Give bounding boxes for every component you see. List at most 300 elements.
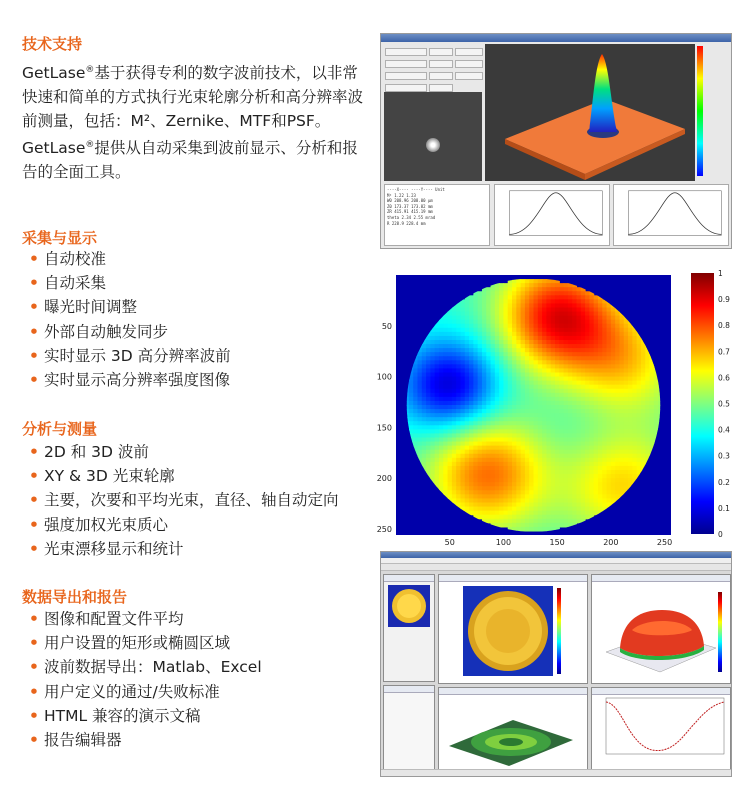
- heatmap-cell: [602, 316, 607, 321]
- heatmap-cell: [568, 442, 573, 447]
- heatmap-cell: [559, 328, 564, 333]
- heatmap-cell: [611, 324, 616, 329]
- heatmap-cell: [546, 397, 551, 402]
- heatmap-cell: [499, 429, 504, 434]
- heatmap-cell: [495, 393, 500, 398]
- heatmap-cell: [409, 405, 414, 410]
- heatmap-cell: [525, 368, 530, 373]
- heatmap-cell: [628, 332, 633, 337]
- heatmap-cell: [628, 397, 633, 402]
- profile-plot-y: [613, 184, 729, 246]
- heatmap-cell: [482, 344, 487, 349]
- heatmap-cell: [568, 454, 573, 459]
- heatmap-cell: [546, 393, 551, 398]
- list-item: • 曝光时间调整: [22, 295, 231, 319]
- heatmap-cell: [478, 425, 483, 430]
- heatmap-cell: [564, 364, 569, 369]
- heatmap-cell: [499, 466, 504, 471]
- heatmap-cell: [542, 425, 547, 430]
- list-item: • 主要，次要和平均光束，直径、轴自动定向: [22, 488, 339, 512]
- heatmap-cell: [538, 360, 543, 365]
- heatmap-cell: [486, 429, 491, 434]
- heatmap-cell: [559, 458, 564, 463]
- heatmap-cell: [525, 446, 530, 451]
- heatmap-cell: [529, 421, 534, 426]
- heatmap-cell: [559, 433, 564, 438]
- heatmap-cell: [551, 328, 556, 333]
- heatmap-cell: [413, 401, 418, 406]
- heatmap-cell: [516, 454, 521, 459]
- heatmap-cell: [538, 316, 543, 321]
- heatmap-cell: [430, 462, 435, 467]
- bullet-icon: •: [29, 467, 39, 486]
- heatmap-cell: [516, 413, 521, 418]
- heatmap-cell: [594, 393, 599, 398]
- heatmap-cell: [452, 498, 457, 503]
- heatmap-cell: [546, 401, 551, 406]
- heatmap-cell: [486, 519, 491, 524]
- heatmap-cell: [564, 450, 569, 455]
- heatmap-cell: [568, 299, 573, 304]
- heatmap-cell: [534, 364, 539, 369]
- heatmap-cell: [452, 446, 457, 451]
- heatmap-cell: [460, 486, 465, 491]
- heatmap-cell: [594, 368, 599, 373]
- heatmap-cell: [516, 462, 521, 467]
- heatmap-cell: [538, 511, 543, 516]
- heatmap-cell: [619, 474, 624, 479]
- heatmap-cell: [430, 381, 435, 386]
- heatmap-cell: [628, 474, 633, 479]
- heatmap-cell: [469, 332, 474, 337]
- heatmap-cell: [448, 486, 453, 491]
- bullet-icon: •: [29, 658, 39, 677]
- heatmap-cell: [495, 429, 500, 434]
- heatmap-cell: [546, 421, 551, 426]
- heatmap-cell: [508, 433, 513, 438]
- heatmap-cell: [641, 409, 646, 414]
- heatmap-cell: [486, 344, 491, 349]
- heatmap-cell: [602, 454, 607, 459]
- heatmap-cell: [607, 401, 612, 406]
- heatmap-cell: [572, 413, 577, 418]
- heatmap-cell: [486, 409, 491, 414]
- heatmap-cell: [516, 519, 521, 524]
- registered-mark-2: ®: [85, 140, 95, 150]
- heatmap-cell: [598, 466, 603, 471]
- heatmap-cell: [564, 425, 569, 430]
- heatmap-cell: [594, 401, 599, 406]
- heatmap-cell: [460, 332, 465, 337]
- heatmap-cell: [564, 381, 569, 386]
- heatmap-cell: [521, 291, 526, 296]
- heatmap-cell: [516, 446, 521, 451]
- heatmap-cell: [478, 356, 483, 361]
- heatmap-cell: [611, 360, 616, 365]
- heatmap-cell: [624, 340, 629, 345]
- heatmap-cell: [546, 385, 551, 390]
- heatmap-cell: [478, 494, 483, 499]
- heatmap-cell: [568, 429, 573, 434]
- heatmap-cell: [478, 503, 483, 508]
- heatmap-cell: [568, 381, 573, 386]
- heatmap-cell: [534, 287, 539, 292]
- heatmap-cell: [508, 425, 513, 430]
- heatmap-cell: [521, 364, 526, 369]
- heatmap-cell: [576, 458, 581, 463]
- heatmap-cell: [469, 360, 474, 365]
- heatmap-cell: [499, 299, 504, 304]
- heatmap-cell: [598, 385, 603, 390]
- heatmap-cell: [632, 373, 637, 378]
- heatmap-cell: [465, 490, 470, 495]
- heatmap-cell: [598, 352, 603, 357]
- heatmap-cell: [576, 478, 581, 483]
- heatmap-cell: [491, 401, 496, 406]
- bullet-icon: •: [29, 322, 39, 341]
- heatmap-cell: [491, 312, 496, 317]
- heatmap-cell: [589, 340, 594, 345]
- heatmap-cell: [559, 348, 564, 353]
- heatmap-cell: [628, 401, 633, 406]
- heatmap-cell: [495, 320, 500, 325]
- heatmap-cell: [576, 381, 581, 386]
- heatmap-cell: [534, 299, 539, 304]
- heatmap-cell: [529, 442, 534, 447]
- heatmap-cell: [529, 450, 534, 455]
- heatmap-cell: [619, 429, 624, 434]
- heatmap-cell: [572, 381, 577, 386]
- camera-image: [384, 92, 482, 181]
- heatmap-cell: [465, 303, 470, 308]
- heatmap-cell: [564, 393, 569, 398]
- heatmap-cell: [465, 421, 470, 426]
- heatmap-cell: [555, 482, 560, 487]
- heatmap-cell: [602, 433, 607, 438]
- heatmap-cell: [516, 401, 521, 406]
- heatmap-cell: [443, 454, 448, 459]
- heatmap-cell: [482, 364, 487, 369]
- heatmap-cell: [521, 515, 526, 520]
- heatmap-cell: [491, 320, 496, 325]
- heatmap-cell: [555, 295, 560, 300]
- heatmap-cell: [465, 316, 470, 321]
- heatmap-cell: [572, 368, 577, 373]
- heatmap-cell: [495, 478, 500, 483]
- heatmap-cell: [491, 287, 496, 292]
- heatmap-cell: [534, 393, 539, 398]
- heatmap-cell: [555, 458, 560, 463]
- heatmap-cell: [499, 498, 504, 503]
- heatmap-cell: [486, 299, 491, 304]
- heatmap-cell: [409, 421, 414, 426]
- heatmap-cell: [486, 328, 491, 333]
- heatmap-cell: [435, 385, 440, 390]
- heatmap-cell: [572, 377, 577, 382]
- heatmap-cell: [641, 421, 646, 426]
- heatmap-cell: [525, 527, 530, 532]
- heatmap-cell: [534, 433, 539, 438]
- heatmap-cell: [456, 442, 461, 447]
- heatmap-cell: [581, 466, 586, 471]
- heatmap-cell: [542, 295, 547, 300]
- heatmap-cell: [538, 425, 543, 430]
- heatmap-cell: [456, 454, 461, 459]
- heatmap-cell: [602, 486, 607, 491]
- heatmap-cell: [624, 446, 629, 451]
- heatmap-cell: [525, 377, 530, 382]
- heatmap-cell: [628, 360, 633, 365]
- heatmap-cell: [602, 474, 607, 479]
- heatmap-cell: [619, 401, 624, 406]
- heatmap-cell: [546, 417, 551, 422]
- heatmap-cell: [641, 413, 646, 418]
- heatmap-cell: [607, 413, 612, 418]
- heatmap-cell: [598, 482, 603, 487]
- heatmap-cell: [619, 433, 624, 438]
- heatmap-cell: [417, 409, 422, 414]
- heatmap-cell: [478, 299, 483, 304]
- heatmap-cell: [589, 478, 594, 483]
- heatmap-cell: [628, 405, 633, 410]
- heatmap-cell: [628, 409, 633, 414]
- heatmap-cell: [568, 393, 573, 398]
- heatmap-cell: [499, 381, 504, 386]
- heatmap-cell: [473, 462, 478, 467]
- heatmap-cell: [456, 377, 461, 382]
- heatmap-cell: [491, 291, 496, 296]
- heatmap-cell: [564, 308, 569, 313]
- heatmap-cell: [534, 421, 539, 426]
- heatmap-cell: [529, 283, 534, 288]
- heatmap-cell: [516, 409, 521, 414]
- heatmap-cell: [529, 291, 534, 296]
- heatmap-cell: [589, 397, 594, 402]
- heatmap-cell: [482, 462, 487, 467]
- heatmap-cell: [607, 490, 612, 495]
- heatmap-cell: [542, 442, 547, 447]
- heatmap-cell: [499, 482, 504, 487]
- heatmap-cell: [486, 450, 491, 455]
- heatmap-cell: [641, 442, 646, 447]
- heatmap-cell: [529, 303, 534, 308]
- heatmap-cell: [619, 486, 624, 491]
- heatmap-cell: [460, 393, 465, 398]
- heatmap-cell: [564, 385, 569, 390]
- heatmap-cell: [572, 348, 577, 353]
- heatmap-cell: [551, 332, 556, 337]
- heatmap-cell: [465, 381, 470, 386]
- heatmap-cell: [456, 368, 461, 373]
- heatmap-cell: [632, 393, 637, 398]
- heatmap-cell: [589, 511, 594, 516]
- colorbar: [697, 46, 703, 176]
- heatmap-cell: [602, 490, 607, 495]
- heatmap-cell: [482, 450, 487, 455]
- heatmap-cell: [473, 356, 478, 361]
- heatmap-cell: [598, 409, 603, 414]
- heatmap-cell: [607, 389, 612, 394]
- heatmap-cell: [572, 316, 577, 321]
- heatmap-cell: [594, 490, 599, 495]
- heatmap-cell: [482, 458, 487, 463]
- heatmap-cell: [534, 466, 539, 471]
- heatmap-cell: [589, 401, 594, 406]
- heatmap-cell: [611, 377, 616, 382]
- heatmap-cell: [538, 291, 543, 296]
- heatmap-cell: [607, 312, 612, 317]
- heatmap-cell: [564, 377, 569, 382]
- heatmap-cell: [443, 393, 448, 398]
- heatmap-cell: [409, 389, 414, 394]
- heatmap-cell: [559, 450, 564, 455]
- heatmap-cell: [611, 328, 616, 333]
- heatmap-cell: [628, 470, 633, 475]
- properties-pane: [383, 685, 435, 770]
- heatmap-cell: [495, 486, 500, 491]
- heatmap-cell: [521, 287, 526, 292]
- heatmap-cell: [495, 442, 500, 447]
- heatmap-cell: [576, 503, 581, 508]
- heatmap-cell: [508, 389, 513, 394]
- heatmap-cell: [615, 393, 620, 398]
- heatmap-cell: [624, 336, 629, 341]
- heatmap-cell: [439, 413, 444, 418]
- heatmap-cell: [564, 458, 569, 463]
- heatmap-cell: [525, 421, 530, 426]
- heatmap-cell: [559, 336, 564, 341]
- heatmap-cell: [478, 340, 483, 345]
- heatmap-cell: [559, 287, 564, 292]
- heatmap-cell: [555, 413, 560, 418]
- heatmap-cell: [465, 324, 470, 329]
- results-table: ----X---- ----Y---- Unit M² 1.22 1.23 W0 208.96 208.00 µm Z0 173.37 173.82 mm ZR 415.91 415.19 mm theta 2.34 2.55 mrad R 228.9 228.4 mm: [384, 184, 490, 246]
- heatmap-cell: [628, 377, 633, 382]
- heatmap-cell: [576, 405, 581, 410]
- heatmap-cell: [469, 312, 474, 317]
- heatmap-cell: [491, 299, 496, 304]
- heatmap-cell: [589, 433, 594, 438]
- heatmap-cell: [435, 450, 440, 455]
- heatmap-cell: [632, 340, 637, 345]
- heatmap-cell: [430, 389, 435, 394]
- heatmap-cell: [448, 478, 453, 483]
- heatmap-cell: [654, 397, 659, 402]
- heatmap-cell: [542, 486, 547, 491]
- heatmap-cell: [503, 413, 508, 418]
- heatmap-cell: [615, 381, 620, 386]
- heatmap-cell: [495, 421, 500, 426]
- heatmap-cell: [491, 373, 496, 378]
- heatmap-cell: [581, 478, 586, 483]
- intensity-3d-pane: [591, 574, 731, 684]
- heatmap-cell: [555, 283, 560, 288]
- list-item: • 用户定义的通过/失败标准: [22, 680, 262, 704]
- heatmap-cell: [486, 466, 491, 471]
- heatmap-cell: [439, 364, 444, 369]
- heatmap-cell: [585, 498, 590, 503]
- heatmap-cell: [555, 291, 560, 296]
- heatmap-cell: [413, 368, 418, 373]
- heatmap-cell: [465, 336, 470, 341]
- heatmap-cell: [576, 328, 581, 333]
- heatmap-cell: [473, 401, 478, 406]
- heatmap-cell: [546, 425, 551, 430]
- heatmap-cell: [465, 299, 470, 304]
- heatmap-cell: [426, 466, 431, 471]
- heatmap-cell: [551, 425, 556, 430]
- heatmap-cell: [460, 316, 465, 321]
- heatmap-cell: [516, 429, 521, 434]
- heatmap-cell: [555, 478, 560, 483]
- heatmap-cell: [495, 352, 500, 357]
- heatmap-cell: [456, 364, 461, 369]
- heatmap-cell: [559, 442, 564, 447]
- heatmap-cell: [525, 356, 530, 361]
- heatmap-cell: [555, 356, 560, 361]
- heatmap-cell: [499, 507, 504, 512]
- heatmap-cell: [534, 409, 539, 414]
- heatmap-cell: [581, 389, 586, 394]
- heatmap-cell: [448, 364, 453, 369]
- heatmap-cell: [534, 511, 539, 516]
- heatmap-cell: [624, 352, 629, 357]
- heatmap-cell: [529, 425, 534, 430]
- heatmap-cell: [443, 421, 448, 426]
- heatmap-cell: [546, 413, 551, 418]
- heatmap-cell: [624, 397, 629, 402]
- heatmap-cell: [585, 389, 590, 394]
- heatmap-cell: [619, 373, 624, 378]
- heatmap-cell: [448, 490, 453, 495]
- heatmap-cell: [465, 462, 470, 467]
- heatmap-cell: [491, 498, 496, 503]
- heatmap-cell: [439, 381, 444, 386]
- heatmap-cell: [619, 454, 624, 459]
- heatmap-cell: [465, 360, 470, 365]
- heatmap-cell: [443, 470, 448, 475]
- heatmap-cell: [568, 320, 573, 325]
- heatmap-cell: [555, 405, 560, 410]
- heatmap-cell: [456, 405, 461, 410]
- heatmap-cell: [516, 377, 521, 382]
- heatmap-cell: [473, 389, 478, 394]
- heatmap-cell: [499, 385, 504, 390]
- heatmap-cell: [422, 393, 427, 398]
- heatmap-cell: [521, 299, 526, 304]
- heatmap-cell: [585, 373, 590, 378]
- heatmap-cell: [417, 373, 422, 378]
- heatmap-cell: [503, 425, 508, 430]
- heatmap-cell: [534, 328, 539, 333]
- heatmap-cell: [611, 470, 616, 475]
- heatmap-cell: [559, 462, 564, 467]
- heatmap-cell: [452, 425, 457, 430]
- heatmap-cell: [499, 377, 504, 382]
- heatmap-cell: [538, 295, 543, 300]
- heatmap-cell: [607, 381, 612, 386]
- heatmap-cell: [581, 470, 586, 475]
- heatmap-cell: [469, 421, 474, 426]
- heatmap-cell: [486, 515, 491, 520]
- heatmap-cell: [632, 446, 637, 451]
- heatmap-cell: [585, 340, 590, 345]
- heatmap-cell: [452, 389, 457, 394]
- heatmap-cell: [572, 324, 577, 329]
- heatmap-cell: [443, 425, 448, 430]
- heatmap-cell: [413, 409, 418, 414]
- heatmap-cell: [594, 486, 599, 491]
